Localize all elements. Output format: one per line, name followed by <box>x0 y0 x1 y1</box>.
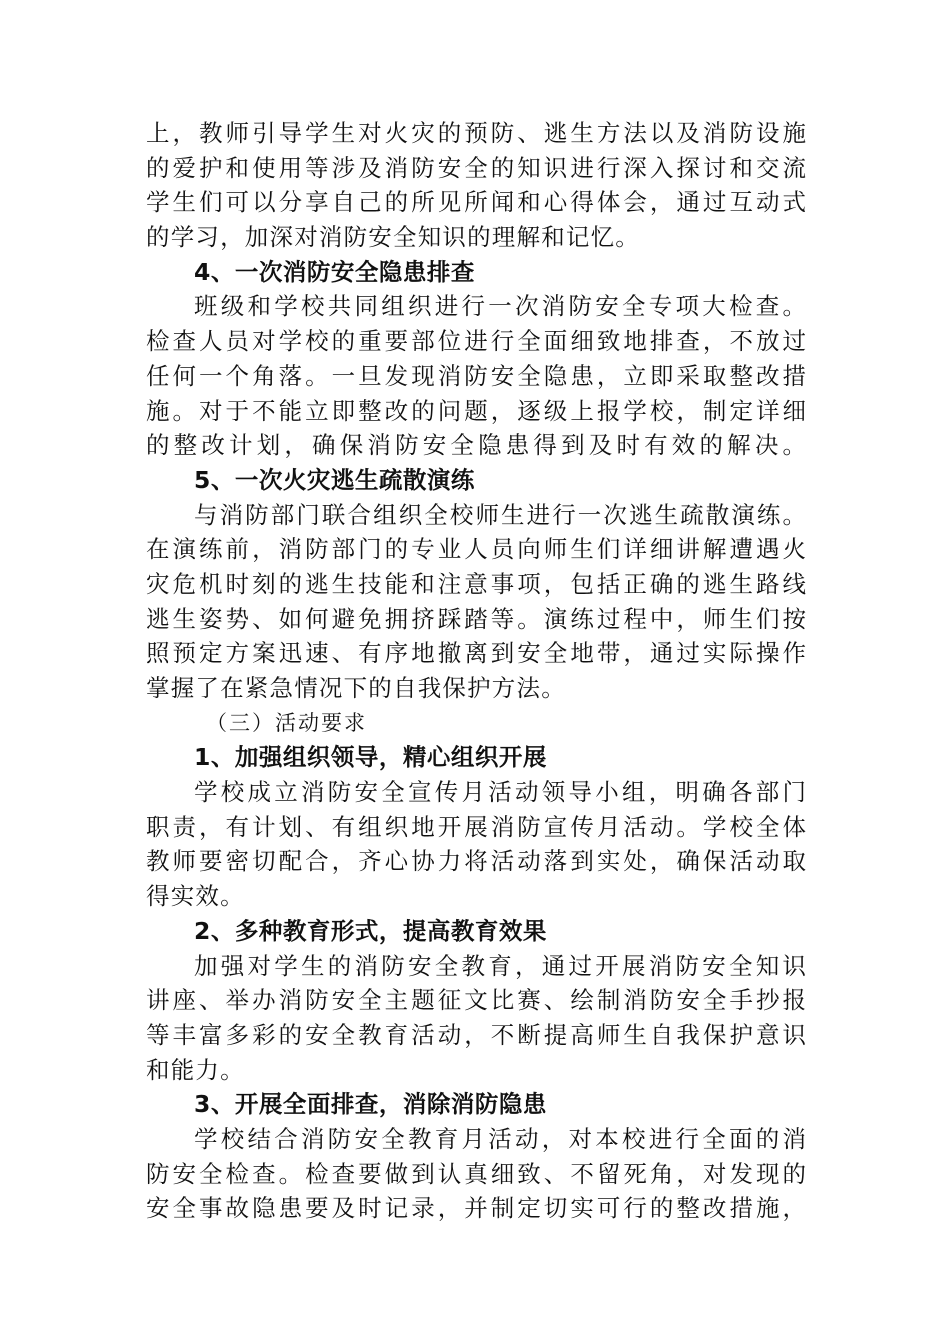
paragraph-line: 教师要密切配合，齐心协力将活动落到实处，确保活动取 <box>146 847 806 876</box>
paragraph-line: 逃生姿势、如何避免拥挤踩踏等。演练过程中，师生们按 <box>146 604 806 633</box>
paragraph-line: 班级和学校共同组织进行一次消防安全专项大检查。 <box>194 292 806 321</box>
section-heading: 5、一次火灾逃生疏散演练 <box>194 465 475 494</box>
paragraph-line: 加强对学生的消防安全教育，通过开展消防安全知识 <box>194 951 806 980</box>
section-heading: 4、一次消防安全隐患排查 <box>194 257 475 286</box>
paragraph-line: 防安全检查。检查要做到认真细致、不留死角，对发现的 <box>146 1159 806 1188</box>
paragraph-line: 照预定方案迅速、有序地撤离到安全地带，通过实际操作 <box>146 639 806 668</box>
section-heading: 3、开展全面排查，消除消防隐患 <box>194 1090 547 1119</box>
paragraph-line: 检查人员对学校的重要部位进行全面细致地排查，不放过 <box>146 327 806 356</box>
paragraph-line: 得实效。 <box>146 882 245 911</box>
paragraph-line: 在演练前，消防部门的专业人员向师生们详细讲解遭遇火 <box>146 535 806 564</box>
paragraph-line: 的学习，加深对消防安全知识的理解和记忆。 <box>146 223 640 252</box>
section-heading: 1、加强组织领导，精心组织开展 <box>194 743 547 772</box>
paragraph-line: 上，教师引导学生对火灾的预防、逃生方法以及消防设施 <box>146 119 806 147</box>
paragraph-line: 讲座、举办消防安全主题征文比赛、绘制消防安全手抄报 <box>146 986 806 1015</box>
subsection-heading: （三）活动要求 <box>206 710 367 735</box>
paragraph-line: 安全事故隐患要及时记录，并制定切实可行的整改措施， <box>146 1194 806 1223</box>
paragraph-line: 学生们可以分享自己的所见所闻和心得体会，通过互动式 <box>146 188 806 217</box>
section-heading: 2、多种教育形式，提高教育效果 <box>194 916 547 945</box>
document-body <box>146 116 806 1226</box>
paragraph-line: 施。对于不能立即整改的问题，逐级上报学校，制定详细 <box>146 396 806 425</box>
paragraph-line: 职责，有计划、有组织地开展消防宣传月活动。学校全体 <box>146 812 806 841</box>
paragraph-line: 掌握了在紧急情况下的自我保护方法。 <box>146 674 566 702</box>
paragraph-line: 等丰富多彩的安全教育活动，不断提高师生自我保护意识 <box>146 1020 806 1049</box>
paragraph-line: 学校结合消防安全教育月活动，对本校进行全面的消 <box>194 1124 806 1153</box>
paragraph-line: 学校成立消防安全宣传月活动领导小组，明确各部门 <box>194 778 806 807</box>
paragraph-line: 与消防部门联合组织全校师生进行一次逃生疏散演练。 <box>194 500 806 529</box>
paragraph-line: 任何一个角落。一旦发现消防安全隐患，立即采取整改措 <box>146 361 806 390</box>
paragraph-line: 的整改计划，确保消防安全隐患得到及时有效的解决。 <box>146 431 806 460</box>
paragraph-line: 灾危机时刻的逃生技能和注意事项，包括正确的逃生路线 <box>146 569 806 598</box>
paragraph-line: 和能力。 <box>146 1055 245 1084</box>
paragraph-line: 的爱护和使用等涉及消防安全的知识进行深入探讨和交流 <box>146 153 806 182</box>
